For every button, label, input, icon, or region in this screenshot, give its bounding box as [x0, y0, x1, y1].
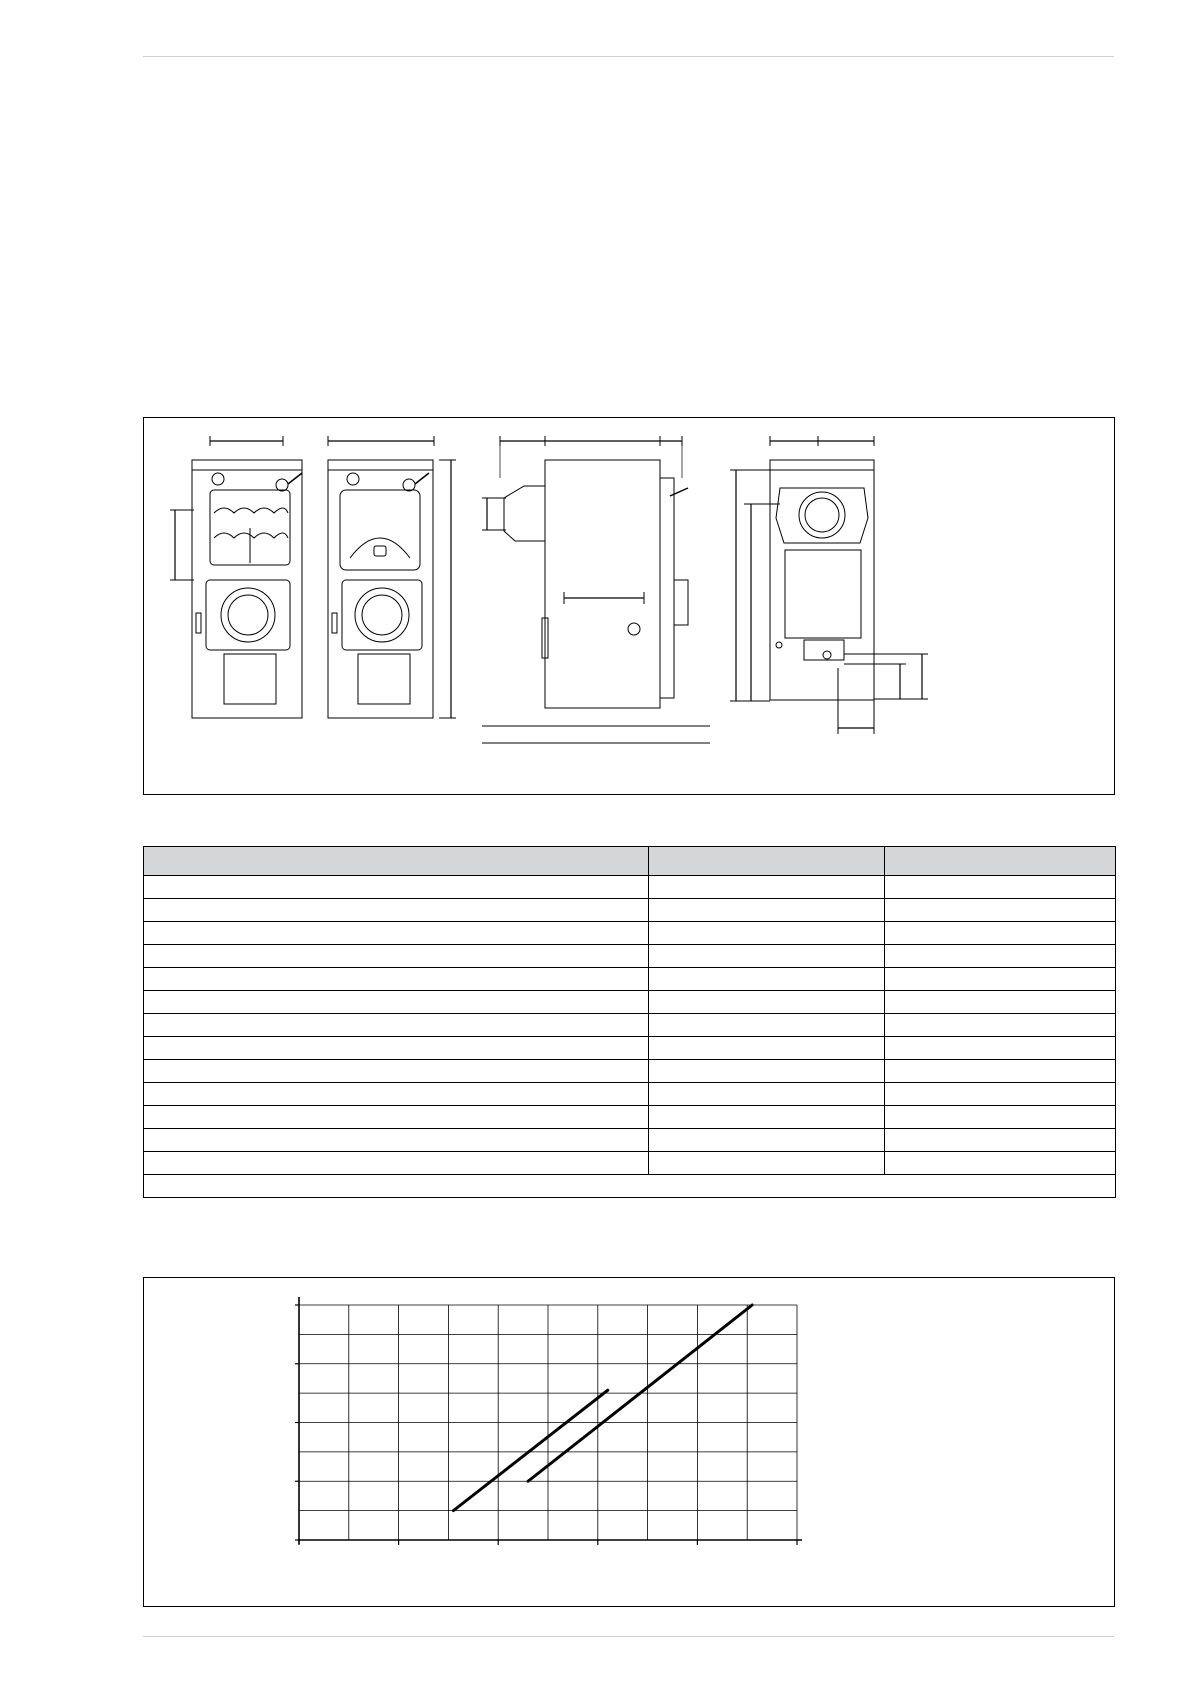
table-row	[144, 991, 1116, 1014]
table-cell	[885, 899, 1116, 922]
table-cell	[885, 1152, 1116, 1175]
table-cell	[144, 1060, 649, 1083]
table-row	[144, 1129, 1116, 1152]
table-row	[144, 1083, 1116, 1106]
table-cell	[885, 1014, 1116, 1037]
table-row	[144, 945, 1116, 968]
table-cell	[144, 1106, 649, 1129]
table-cell	[649, 899, 885, 922]
bottom-rule	[143, 1636, 1114, 1637]
table-row	[144, 968, 1116, 991]
column-header	[649, 847, 885, 876]
table-row	[144, 1014, 1116, 1037]
table-cell	[144, 968, 649, 991]
table-cell	[649, 1083, 885, 1106]
table-row	[144, 1152, 1116, 1175]
table-cell	[885, 1037, 1116, 1060]
table-cell	[649, 1152, 885, 1175]
table-cell	[649, 968, 885, 991]
table-row	[144, 1060, 1116, 1083]
front-view-open	[170, 436, 302, 718]
front-view-closed	[328, 436, 456, 718]
table-cell	[649, 1129, 885, 1152]
table-cell	[649, 1060, 885, 1083]
table-cell	[144, 1129, 649, 1152]
table-footnote	[144, 1175, 1116, 1198]
table-row	[144, 876, 1116, 899]
side-view	[482, 436, 710, 743]
top-rule	[143, 56, 1114, 57]
table-cell	[144, 876, 649, 899]
table-cell	[144, 1083, 649, 1106]
table-cell	[144, 1152, 649, 1175]
table-cell	[885, 1106, 1116, 1129]
table-cell	[885, 1060, 1116, 1083]
table-cell	[649, 991, 885, 1014]
table-cell	[649, 1106, 885, 1129]
boiler-dimension-drawings	[144, 418, 1116, 796]
table-cell	[649, 922, 885, 945]
series-line-1	[453, 1390, 607, 1510]
table-cell	[144, 922, 649, 945]
table-cell	[144, 945, 649, 968]
table-cell	[885, 968, 1116, 991]
table-cell	[885, 991, 1116, 1014]
table-cell	[649, 1037, 885, 1060]
spec-table	[143, 846, 1116, 1198]
table-cell	[885, 922, 1116, 945]
rear-view	[730, 436, 928, 734]
table-row	[144, 899, 1116, 922]
table-cell	[885, 945, 1116, 968]
table-cell	[144, 991, 649, 1014]
table-cell	[649, 945, 885, 968]
table-cell	[885, 1129, 1116, 1152]
dimension-drawings-frame	[143, 417, 1115, 795]
table-cell	[885, 1083, 1116, 1106]
table-cell	[649, 876, 885, 899]
table-row	[144, 1037, 1116, 1060]
table-header-row	[144, 847, 1116, 876]
table-cell	[649, 1014, 885, 1037]
table-cell	[144, 1014, 649, 1037]
table-footnote-row	[144, 1175, 1116, 1198]
table-cell	[885, 876, 1116, 899]
table-cell	[144, 1037, 649, 1060]
line-chart	[144, 1278, 1116, 1608]
table-row	[144, 1106, 1116, 1129]
column-header	[144, 847, 649, 876]
table-row	[144, 922, 1116, 945]
chart-frame	[143, 1277, 1115, 1607]
column-header	[885, 847, 1116, 876]
table-cell	[144, 899, 649, 922]
